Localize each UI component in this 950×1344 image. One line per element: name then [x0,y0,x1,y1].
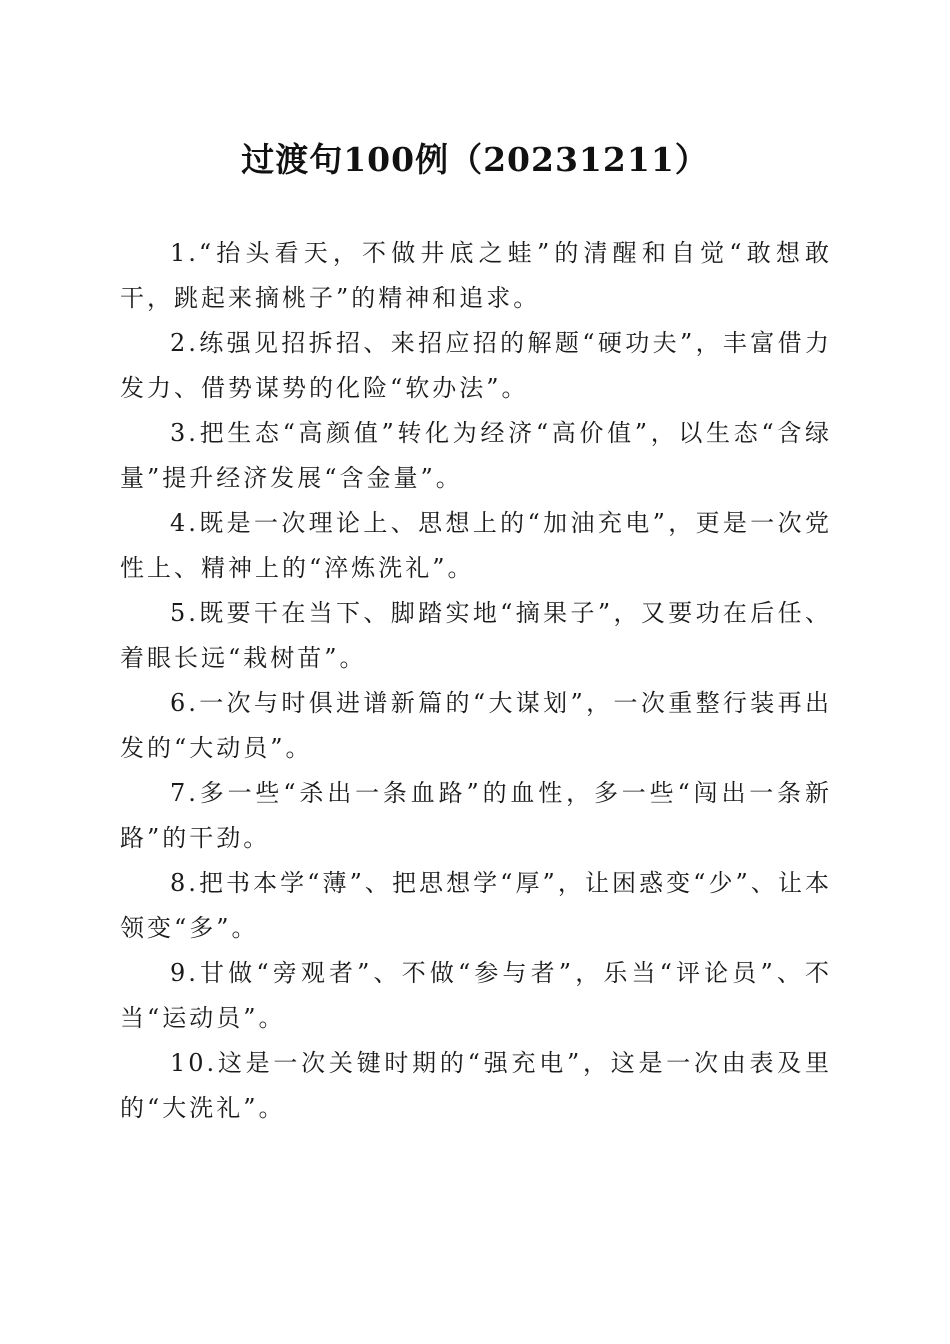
list-item-10: 10.这是一次关键时期的“强充电”，这是一次由表及里的“大洗礼”。 [120,1049,832,1122]
list-item-2: 2.练强见招拆招、来招应招的解题“硬功夫”，丰富借力发力、借势谋势的化险“软办法”。 [120,329,832,402]
list-item-7: 7.多一些“杀出一条血路”的血性，多一些“闯出一条新路”的干劲。 [120,779,832,852]
list-item-8: 8.把书本学“薄”、把思想学“厚”，让困惑变“少”、让本领变“多”。 [120,869,832,942]
document-title: 过渡句100例（20231211） [241,140,709,179]
list-item-5: 5.既要干在当下、脚踏实地“摘果子”，又要功在后任、着眼长远“栽树苗”。 [120,599,832,672]
list-item-4: 4.既是一次理论上、思想上的“加油充电”，更是一次党性上、精神上的“淬炼洗礼”。 [120,509,832,582]
list-item-1: 1.“抬头看天，不做井底之蛙”的清醒和自觉“敢想敢干，跳起来摘桃子”的精神和追求。 [120,239,832,312]
document-body [120,231,832,1131]
list-item-6: 6.一次与时俱进谱新篇的“大谋划”，一次重整行装再出发的“大动员”。 [120,689,832,762]
list-item-9: 9.甘做“旁观者”、不做“参与者”，乐当“评论员”、不当“运动员”。 [120,959,832,1032]
list-item-3: 3.把生态“高颜值”转化为经济“高价值”，以生态“含绿量”提升经济发展“含金量”。 [120,419,832,492]
